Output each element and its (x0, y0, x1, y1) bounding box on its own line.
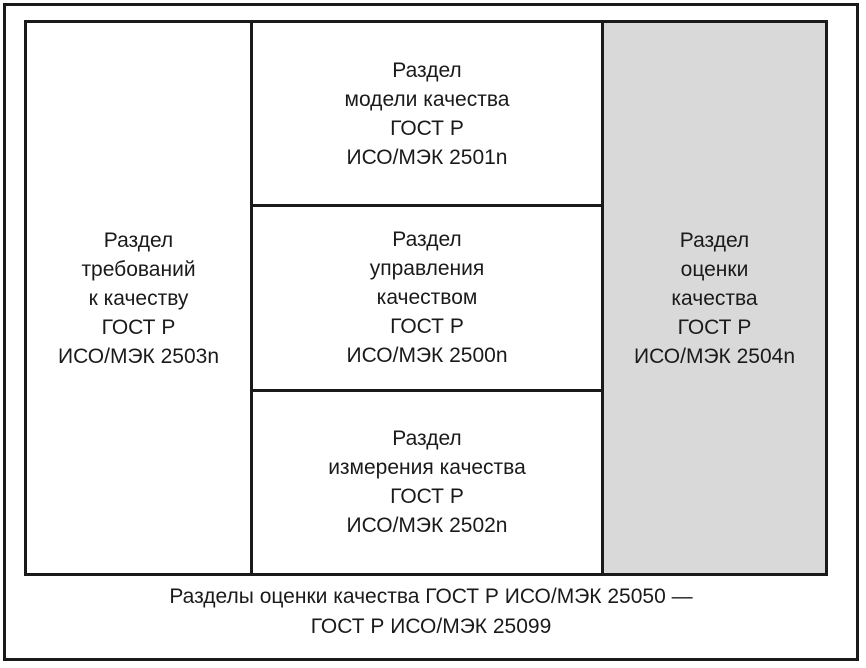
section-quality-measurement: Раздел измерения качества ГОСТ Р ИСО/МЭК 2502n (253, 389, 601, 573)
sections-grid (24, 20, 828, 576)
outer-frame (3, 3, 859, 661)
middle-column (253, 23, 604, 573)
right-column (604, 23, 825, 573)
section-quality-model: Раздел модели качества ГОСТ Р ИСО/МЭК 2501n (344, 58, 510, 169)
section-quality-evaluation: Раздел оценки качества ГОСТ Р ИСО/МЭК 2504n (604, 23, 825, 573)
section-quality-requirements: Раздел требований к качеству ГОСТ Р ИСО/МЭК 2503n (57, 228, 220, 368)
left-column (27, 23, 253, 573)
diagram-caption: Разделы оценки качества ГОСТ Р ИСО/МЭК 25050 — ГОСТ Р ИСО/МЭК 25099 (169, 585, 693, 638)
section-quality-management: Раздел управления качеством ГОСТ Р ИСО/МЭК 2500n (253, 204, 601, 388)
